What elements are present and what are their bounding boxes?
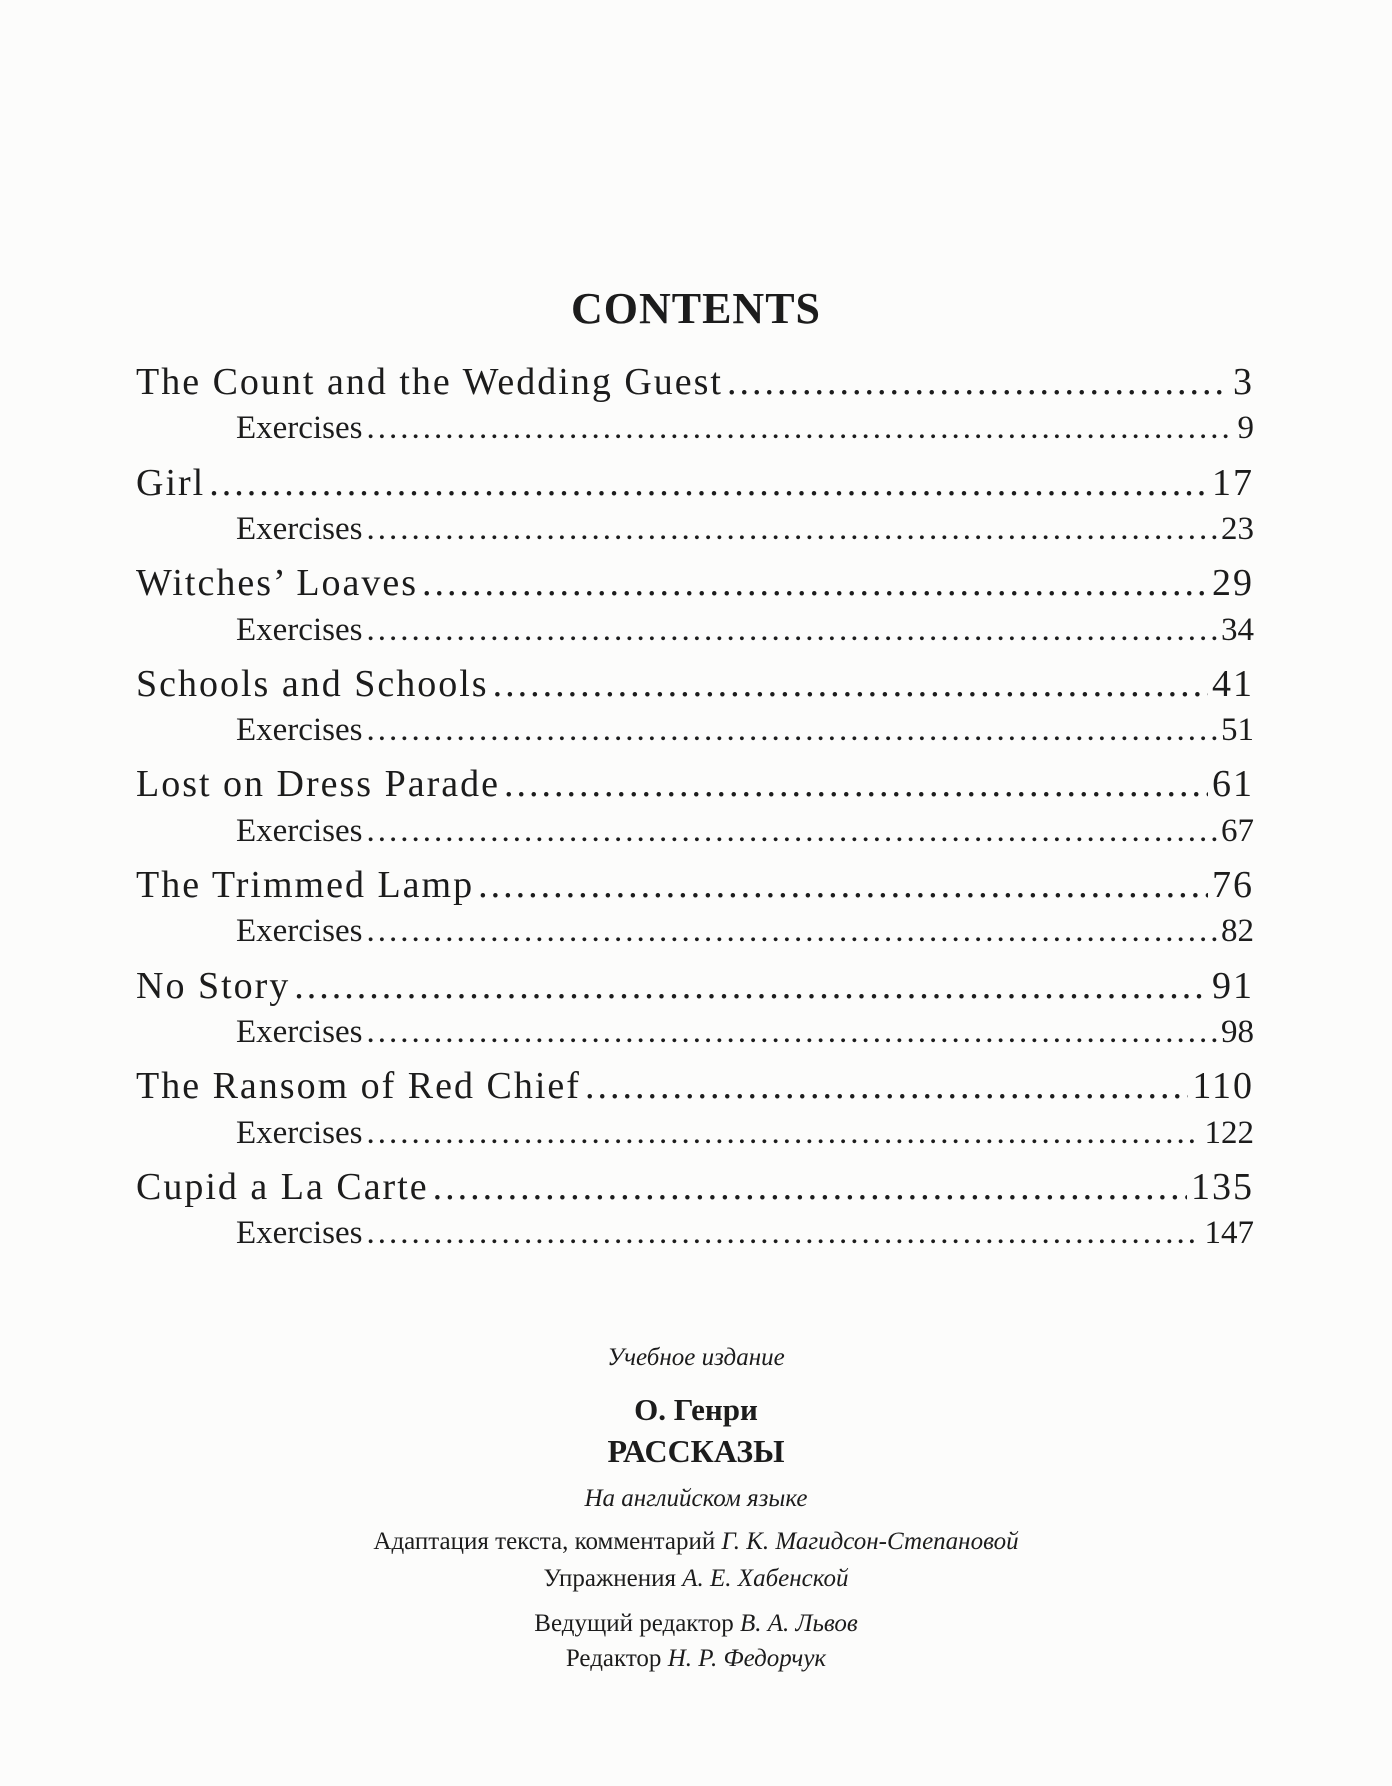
imprint-language-note: На английском языке: [584, 1485, 808, 1512]
adaptation-label: Адаптация текста, комментарий: [373, 1528, 716, 1555]
toc-dot-leader: [493, 662, 1208, 706]
toc-page-number: 135: [1191, 1166, 1254, 1208]
toc-entry-title: Witches’ Loaves: [136, 562, 419, 604]
toc-entry-title: Exercises: [236, 1215, 363, 1251]
toc-entry-title: Exercises: [236, 1115, 363, 1151]
toc-page-number: 91: [1212, 965, 1254, 1007]
toc-dot-leader: [422, 561, 1208, 605]
toc-page-number: 82: [1221, 913, 1254, 949]
page-title: CONTENTS: [570, 284, 822, 333]
toc-entry: [136, 561, 1254, 611]
toc-entry-title: Exercises: [236, 1014, 363, 1050]
toc-exercises-entry: [236, 1115, 1254, 1165]
toc-exercises-entry: [236, 813, 1254, 863]
toc-page-number: 51: [1221, 712, 1254, 748]
toc-exercises-entry: [236, 712, 1254, 762]
imprint-lead-editor-line: [0, 1610, 1392, 1638]
toc-page-number: 23: [1221, 511, 1254, 547]
adaptation-name: Г. К. Магидсон-Степановой: [721, 1528, 1019, 1555]
toc-entry-title: Exercises: [236, 813, 363, 849]
toc-page-number: 29: [1212, 562, 1254, 604]
toc-dot-leader: [366, 1014, 1217, 1051]
toc-entry-title: Cupid a La Carte: [136, 1166, 429, 1208]
imprint-author: О. Генри: [634, 1392, 758, 1427]
imprint-book-title: РАССКАЗЫ: [607, 1433, 785, 1469]
toc-exercises-entry: [236, 1215, 1254, 1265]
toc-page-number: 110: [1192, 1065, 1254, 1107]
toc-entry-title: The Count and the Wedding Guest: [136, 361, 723, 403]
toc-page-number: 61: [1212, 763, 1254, 805]
toc-exercises-entry: [236, 913, 1254, 963]
toc-page-number: 34: [1221, 612, 1254, 648]
toc-page-number: 9: [1237, 410, 1254, 446]
toc-page-number: 17: [1212, 462, 1254, 504]
exercises-label: Упражнения: [543, 1565, 676, 1592]
toc-page-number: 98: [1221, 1014, 1254, 1050]
toc-entry: [136, 360, 1254, 410]
toc-entry-title: Lost on Dress Parade: [136, 763, 500, 805]
toc-dot-leader: [433, 1165, 1187, 1209]
toc-page-number: 147: [1204, 1215, 1254, 1251]
toc-dot-leader: [366, 511, 1217, 548]
lead-editor-name: В. А. Львов: [739, 1610, 858, 1637]
toc-dot-leader: [727, 360, 1229, 404]
toc-entry-title: Exercises: [236, 410, 363, 446]
toc-dot-leader: [366, 612, 1217, 649]
toc-dot-leader: [294, 964, 1208, 1008]
toc-entry: [136, 662, 1254, 712]
toc-entry-title: No Story: [136, 965, 291, 1007]
toc-entry-title: Schools and Schools: [136, 663, 489, 705]
toc-dot-leader: [504, 762, 1208, 806]
toc-page-number: 41: [1212, 663, 1254, 705]
toc-page-number: 122: [1204, 1115, 1254, 1151]
toc-page-number: 3: [1233, 361, 1254, 403]
toc-entry-title: Exercises: [236, 612, 363, 648]
toc-dot-leader: [366, 410, 1233, 447]
toc-entry-title: Exercises: [236, 511, 363, 547]
toc-entry-title: The Ransom of Red Chief: [136, 1065, 581, 1107]
toc-entry: [136, 1064, 1254, 1114]
toc-dot-leader: [478, 863, 1208, 907]
toc-entry-title: Exercises: [236, 913, 363, 949]
editor-label: Редактор: [565, 1645, 662, 1672]
toc-dot-leader: [585, 1064, 1188, 1108]
imprint-adaptation-line: [0, 1528, 1392, 1556]
toc-exercises-entry: [236, 612, 1254, 662]
toc-page-number: 67: [1221, 813, 1254, 849]
lead-editor-label: Ведущий редактор: [534, 1610, 734, 1637]
toc-entry: [136, 762, 1254, 812]
toc-entry-title: Girl: [136, 462, 206, 504]
toc-page-number: 76: [1212, 864, 1254, 906]
toc-entry: [136, 863, 1254, 913]
toc-dot-leader: [366, 913, 1217, 950]
exercises-name: А. Е. Хабенской: [682, 1565, 849, 1592]
toc-exercises-entry: [236, 410, 1254, 460]
toc-entry-title: The Trimmed Lamp: [136, 864, 475, 906]
imprint-editor-line: [0, 1645, 1392, 1673]
toc-dot-leader: [366, 813, 1217, 850]
toc-entry-title: Exercises: [236, 712, 363, 748]
toc-dot-leader: [366, 1215, 1200, 1252]
toc-entry: [136, 964, 1254, 1014]
toc-exercises-entry: [236, 1014, 1254, 1064]
editor-name: Н. Р. Федорчук: [667, 1645, 827, 1672]
toc-entry: [136, 461, 1254, 511]
imprint-exercises-line: [0, 1565, 1392, 1593]
imprint-edition-type: Учебное издание: [607, 1344, 785, 1371]
toc-entry: [136, 1165, 1254, 1215]
toc-exercises-entry: [236, 511, 1254, 561]
toc-dot-leader: [366, 1115, 1200, 1152]
toc-dot-leader: [366, 712, 1217, 749]
toc-dot-leader: [209, 461, 1208, 505]
